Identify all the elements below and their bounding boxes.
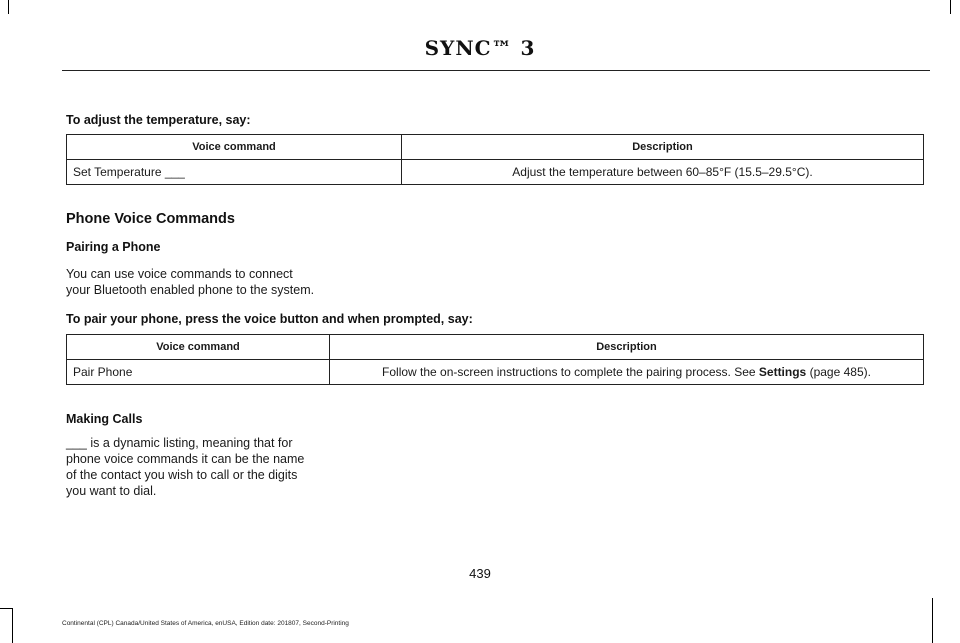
- description-cell: Adjust the temperature between 60–85°F (15.5–29.5°C).: [402, 160, 924, 185]
- making-calls-line: you want to dial.: [66, 484, 157, 498]
- column-header-voice-command: Voice command: [67, 135, 402, 160]
- pairing-heading: Pairing a Phone: [66, 240, 161, 254]
- temperature-command-table: [66, 134, 924, 185]
- description-cell: [330, 360, 924, 385]
- voice-command-cell: Pair Phone: [67, 360, 330, 385]
- edition-footer: Continental (CPL) Canada/United States of America, enUSA, Edition date: 201807, Second-Printing: [62, 620, 349, 627]
- pairing-command-table: [66, 334, 924, 385]
- column-header-description: Description: [330, 335, 924, 360]
- crop-mark-bottom-left-vertical: [12, 608, 13, 643]
- crop-mark-bottom-left-horizontal: [0, 608, 12, 609]
- crop-mark-top-left-vertical: [8, 0, 9, 14]
- settings-link[interactable]: Settings: [758, 365, 807, 379]
- pairing-body: [66, 266, 366, 298]
- crop-mark-top-right-vertical: [950, 0, 951, 14]
- making-calls-line: ___ is a dynamic listing, meaning that for: [66, 436, 293, 450]
- table-header-row: [67, 335, 924, 360]
- page-reference: (page 485).: [806, 365, 871, 379]
- column-header-voice-command: Voice command: [67, 335, 330, 360]
- making-calls-line: phone voice commands it can be the name: [66, 452, 305, 466]
- phone-voice-commands-heading: Phone Voice Commands: [66, 211, 235, 227]
- crop-mark-bottom-right-vertical: [932, 598, 933, 643]
- pairing-intro: To pair your phone, press the voice button and when prompted, say:: [66, 312, 473, 326]
- pairing-body-line: You can use voice commands to connect: [66, 267, 293, 281]
- temperature-intro: To adjust the temperature, say:: [66, 113, 251, 127]
- pairing-body-line: your Bluetooth enabled phone to the system.: [66, 283, 315, 297]
- header-divider: [62, 70, 930, 71]
- table-row: [67, 360, 924, 385]
- page-header-title: SYNC™ 3: [424, 36, 536, 60]
- page-number: 439: [469, 566, 491, 581]
- making-calls-body: [66, 435, 341, 499]
- voice-command-cell: Set Temperature ___: [67, 160, 402, 185]
- table-header-row: [67, 135, 924, 160]
- making-calls-line: of the contact you wish to call or the digits: [66, 468, 298, 482]
- description-text: Follow the on-screen instructions to complete the pairing process. See: [382, 365, 759, 379]
- column-header-description: Description: [402, 135, 924, 160]
- making-calls-heading: Making Calls: [66, 412, 143, 426]
- table-row: [67, 160, 924, 185]
